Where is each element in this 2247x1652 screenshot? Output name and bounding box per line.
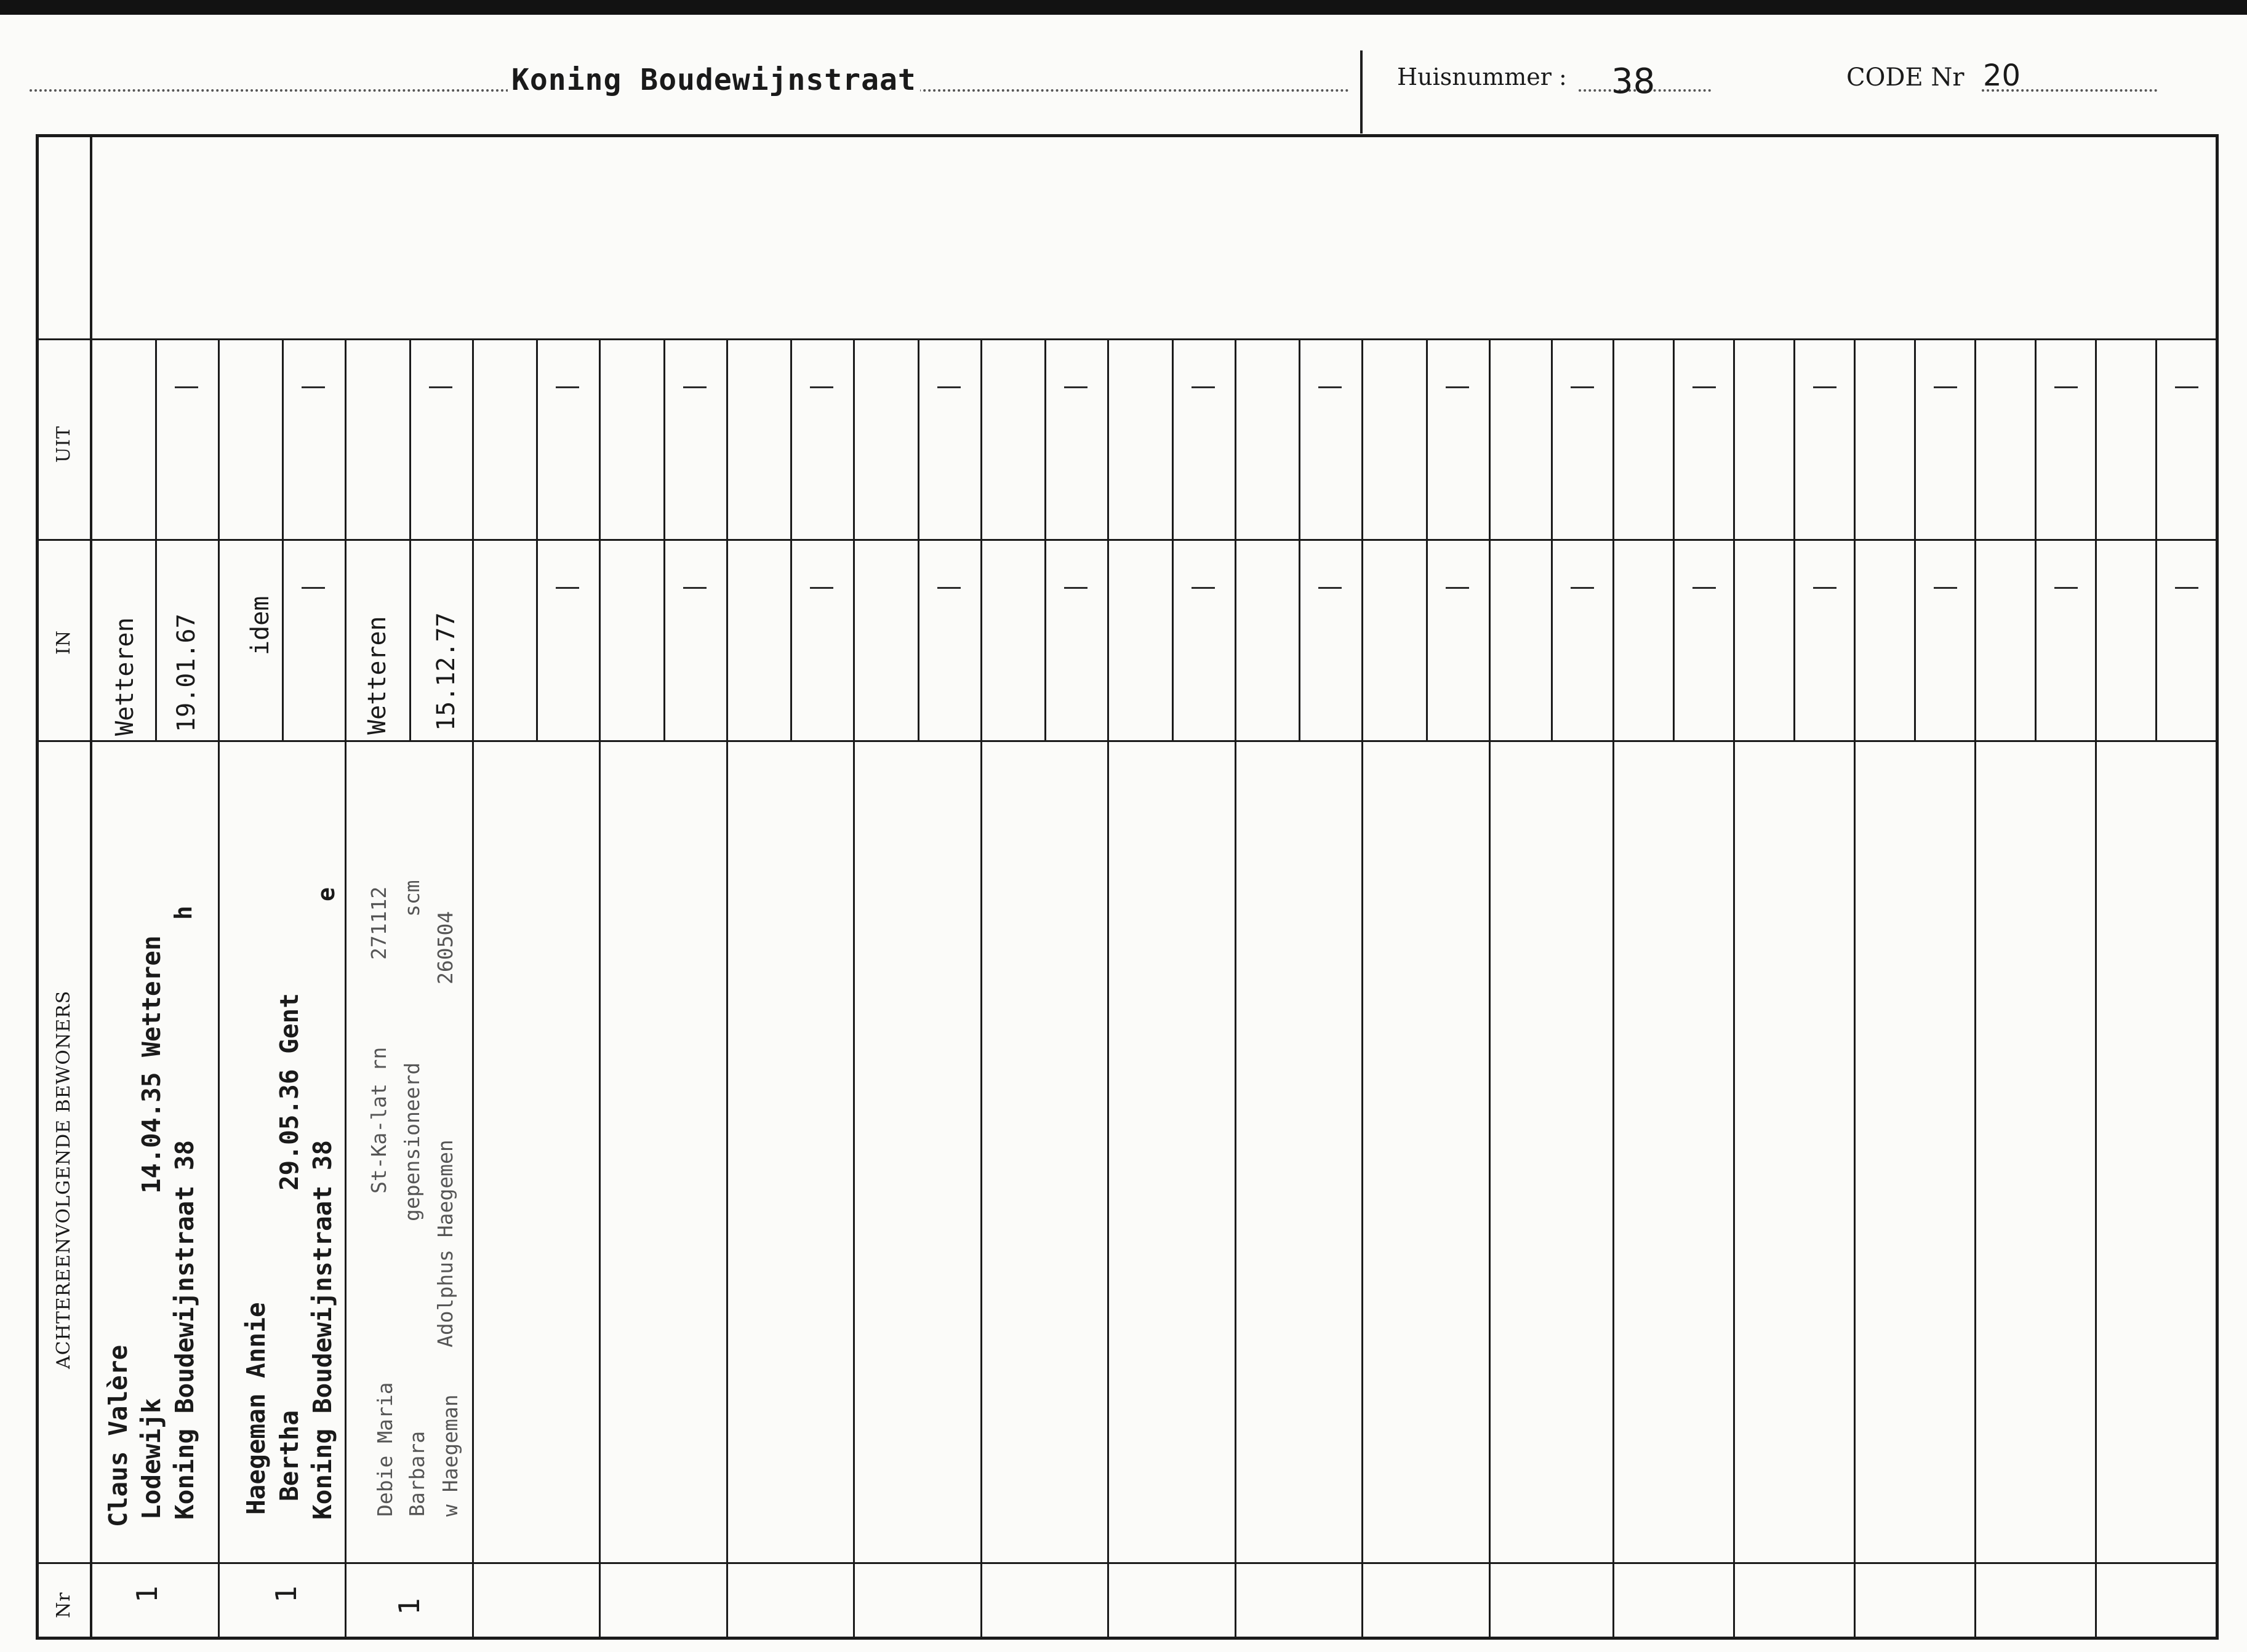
in-dash	[1192, 587, 1215, 589]
in-dash	[683, 587, 707, 589]
sub-column-line	[790, 338, 792, 740]
sub-column-line	[2035, 338, 2037, 740]
entry-1-name-line2: Lodewijk	[137, 1398, 166, 1520]
frame-left	[36, 134, 39, 1640]
entry-3-name-line3: w Haegeman	[438, 1394, 462, 1517]
in-dash	[2175, 587, 2198, 589]
in-dash	[1064, 587, 1087, 589]
sub-column-line	[1551, 338, 1553, 740]
frame-top	[36, 134, 2219, 137]
entry-3-status: gepensioneerd	[400, 1062, 424, 1221]
uit-dash	[2175, 386, 2198, 388]
frame-right	[2216, 134, 2219, 1640]
column-line	[1974, 338, 1976, 1637]
uit-dash	[1934, 386, 1957, 388]
uit-dash	[1571, 386, 1594, 388]
entry-2-mark: e	[313, 887, 340, 901]
column-line	[1854, 338, 1856, 1637]
sub-column-line	[1673, 338, 1675, 740]
column-line	[345, 338, 346, 1637]
sub-column-line	[1299, 338, 1300, 740]
frame-bottom	[36, 1637, 2219, 1640]
in-dash	[2054, 587, 2078, 589]
in-dash	[1446, 587, 1469, 589]
in-dash	[1934, 587, 1957, 589]
code-number-value: 20	[1983, 58, 2021, 93]
uit-dash	[2054, 386, 2078, 388]
in-dash	[1571, 587, 1594, 589]
code-number-label: CODE Nr	[1846, 63, 1965, 92]
entry-3-nr: 1	[393, 1598, 426, 1615]
uit-dash	[429, 386, 452, 388]
entry-1-birth: 14.04.35 Wetteren	[137, 935, 166, 1194]
entry-3-name-line2: Barbara	[405, 1431, 429, 1517]
uit-dash	[1064, 386, 1087, 388]
entry-2-nr: 1	[270, 1586, 303, 1603]
entry-1-nr: 1	[130, 1586, 164, 1603]
column-line	[1361, 338, 1363, 1637]
column-line	[218, 338, 220, 1637]
column-line	[853, 338, 855, 1637]
column-line	[726, 338, 728, 1637]
label-divider-uit	[36, 338, 90, 340]
sub-column-line	[663, 338, 665, 740]
street-name: Koning Boudewijnstraat	[508, 63, 920, 97]
in-dash	[810, 587, 833, 589]
uit-dash	[556, 386, 579, 388]
in-dash	[1692, 587, 1716, 589]
house-number-value: 38	[1611, 62, 1656, 102]
sub-column-line	[1793, 338, 1795, 740]
sub-column-line	[918, 338, 919, 740]
entry-1-address: Koning Boudewijnstraat 38	[170, 1139, 199, 1520]
column-line	[1107, 338, 1109, 1637]
entry-3-code1: 271112	[367, 886, 391, 960]
column-line	[1733, 338, 1735, 1637]
sub-column-line	[409, 338, 411, 740]
uit-dash	[302, 386, 325, 388]
uit-dash	[1692, 386, 1716, 388]
sub-column-line	[536, 338, 538, 740]
column-line	[1612, 338, 1614, 1637]
entry-3-in-place: Wetteren	[363, 616, 391, 735]
sub-column-line	[1172, 338, 1174, 740]
entry-1-name-line1: Claus Valère	[103, 1344, 133, 1527]
entry-1-in-place: Wetteren	[111, 617, 139, 736]
sub-column-line	[155, 338, 157, 740]
entry-2-birth: 29.05.36 Gent	[274, 993, 304, 1191]
in-dash	[302, 587, 325, 589]
bewoners-row-label: ACHTEREENVOLGENDE BEWONERS	[53, 990, 74, 1369]
nr-row-label: Nr	[53, 1592, 74, 1618]
sub-column-line	[1426, 338, 1428, 740]
uit-dash	[1318, 386, 1342, 388]
house-number-label: Huisnummer :	[1397, 63, 1567, 90]
entry-2-name-line2: Bertha	[274, 1410, 304, 1501]
uit-dash	[1192, 386, 1215, 388]
entry-2-in-place: idem	[246, 596, 274, 655]
column-line	[599, 338, 601, 1637]
header-separator	[1360, 50, 1363, 134]
entry-3-name-line1: Debie Maria	[373, 1382, 397, 1517]
row-divider-bewoners-nr	[36, 1562, 2216, 1564]
row-divider-in-bewoners	[36, 740, 2216, 742]
entry-3-code3: 260504	[433, 911, 457, 984]
column-line	[1489, 338, 1491, 1637]
uit-dash	[1813, 386, 1836, 388]
uit-dash	[937, 386, 961, 388]
column-line	[1235, 338, 1236, 1637]
in-row-label: IN	[53, 629, 74, 655]
column-line	[2095, 338, 2097, 1637]
column-line	[472, 338, 474, 1637]
scan-top-edge	[0, 0, 2247, 15]
uit-dash	[810, 386, 833, 388]
row-divider-uit-in	[36, 539, 2216, 541]
entry-3-code2: scm	[400, 880, 424, 917]
uit-dash	[1446, 386, 1469, 388]
uit-row-label: UIT	[53, 425, 74, 463]
in-dash	[937, 587, 961, 589]
label-column-divider	[90, 134, 92, 1637]
entry-3-birthplace: St-Ka-lat rn	[367, 1047, 391, 1194]
in-dash	[556, 587, 579, 589]
sub-column-line	[1914, 338, 1916, 740]
entry-3-in-date: 15.12.77	[432, 612, 460, 731]
entry-2-name-line1: Haegeman Annie	[241, 1302, 271, 1515]
sub-column-line	[2155, 338, 2157, 740]
in-dash	[1318, 587, 1342, 589]
sub-column-line	[282, 338, 284, 740]
sub-column-line	[1044, 338, 1046, 740]
in-dash	[1813, 587, 1836, 589]
column-line	[980, 338, 982, 1637]
uit-dash	[683, 386, 707, 388]
entry-1-mark: h	[170, 906, 197, 920]
entry-3-spouse: Adolphus Haegemen	[433, 1139, 457, 1347]
uit-dash	[175, 386, 198, 388]
entry-2-address: Koning Boudewijnstraat 38	[308, 1139, 337, 1520]
entry-1-in-date: 19.01.67	[172, 613, 201, 732]
